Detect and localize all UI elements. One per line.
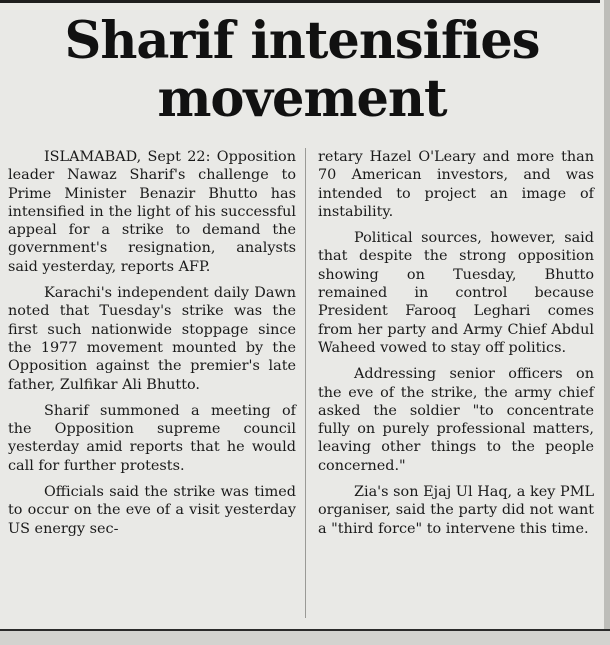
paragraph: Addressing senior officers on the eve of the strike, the army chief asked the soldier "to concentrate fully on purely professional matters, leaving other things to the people concerned."	[318, 366, 594, 474]
headline-line-2: movement	[157, 69, 447, 129]
top-rule	[0, 0, 600, 3]
right-column	[318, 148, 594, 546]
paragraph: ISLAMABAD, Sept 22: Opposition leader Nawaz Sharif's challenge to Prime Minister Benazir Bhutto has intensified in the light of his successful appeal for a strike to demand the government's resignation, analysts said yesterday, reports AFP.	[8, 149, 296, 275]
page-edge	[604, 0, 610, 643]
headline	[0, 12, 604, 128]
paragraph-continuation: retary Hazel O'Leary and more than 70 American investors, and was intended to project an image of instability.	[318, 149, 594, 220]
paragraph-continued: Officials said the strike was timed to occur on the eve of a visit yesterday US energy sec-	[8, 484, 296, 537]
paragraph: Karachi's independent daily Dawn noted that Tuesday's strike was the first such nationwide stoppage since the 1977 movement mounted by the Opposition against the premier's late father, Zulfikar Ali Bhutto.	[8, 285, 296, 393]
paragraph: Zia's son Ejaj Ul Haq, a key PML organiser, said the party did not want a "third force" to intervene this time.	[318, 484, 594, 537]
left-column	[8, 148, 296, 546]
paragraph: Political sources, however, said that despite the strong opposition showing on Tuesday, Bhutto remained in control because President Farooq Leghari comes from her party and Army Chief Abdul Waheed vowed to stay off politics.	[318, 230, 594, 356]
paragraph: Sharif summoned a meeting of the Opposition supreme council yesterday amid reports that he would call for further protests.	[8, 402, 296, 474]
headline-line-1: Sharif intensifies	[64, 11, 540, 71]
column-divider	[305, 148, 306, 618]
